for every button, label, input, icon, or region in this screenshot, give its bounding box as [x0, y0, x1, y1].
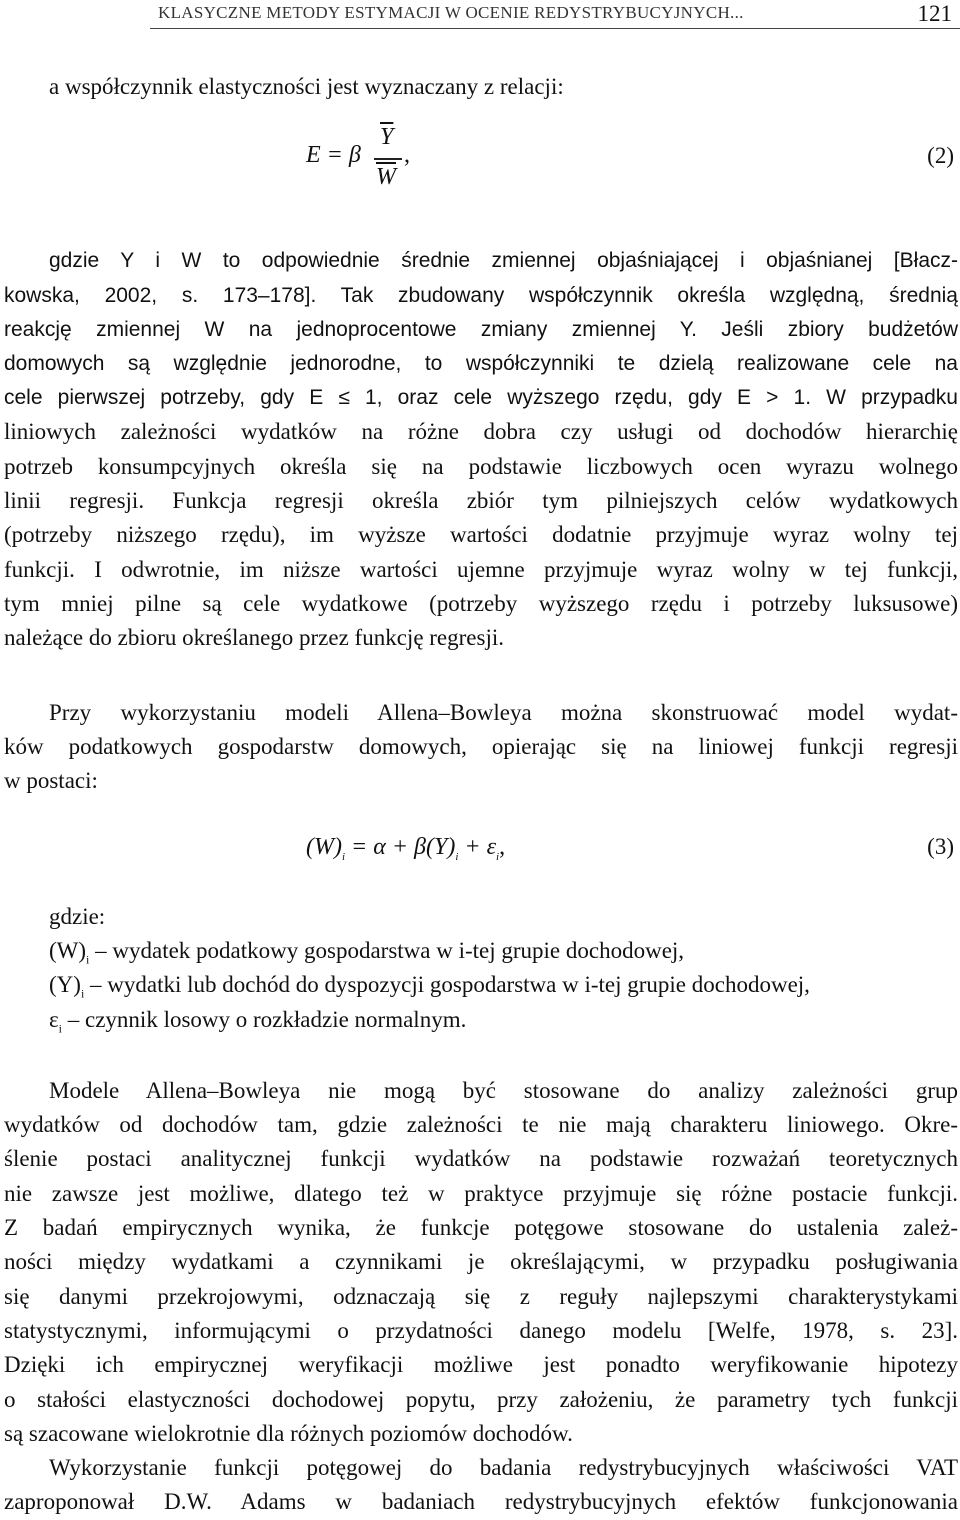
- text-line: ków podatkowych gospodarstw domowych, opierając się na liniowej funkcji regresji: [4, 734, 958, 759]
- eq3-sub: i: [455, 850, 459, 863]
- text-line: cele pierwszej potrzeby, gdy E ≤ 1, oraz cele wyższego rzędu, gdy E > 1. W przypadku: [4, 386, 958, 409]
- text-line: kowska, 2002, s. 173–178]. Tak zbudowany współczynnik określa względną, średnią: [4, 284, 958, 307]
- eq3-number: (3): [927, 834, 954, 859]
- definition-symbol: ε: [49, 1007, 59, 1032]
- where-label: gdzie:: [49, 904, 106, 929]
- text-line: Z badań empirycznych wynika, że funkcje potęgowe stosowane do ustalenia zależ-: [4, 1215, 958, 1240]
- text-line: się danymi przekrojowymi, odznaczają się z reguły najlepszymi charakterystykami: [4, 1284, 958, 1309]
- header-rule: [150, 28, 960, 29]
- intro-line: a współczynnik elastyczności jest wyznaczany z relacji:: [49, 74, 564, 99]
- text-line: tym mniej pilne są cele wydatkowe (potrzeby wyższego rzędu i potrzeby luksusowe): [4, 591, 958, 616]
- text-line: (potrzeby niższego rzędu), im wyższe wartości dodatnie przyjmuje wyraz wolny tej: [4, 522, 958, 547]
- definition-subscript: i: [58, 1021, 63, 1036]
- text-line: potrzeb konsumpcyjnych określa się na podstawie liczbowych ocen wyrazu wolnego: [4, 454, 958, 479]
- text-line: Dzięki ich empirycznej weryfikacji możliwe jest ponadto weryfikowanie hipotezy: [4, 1352, 958, 1377]
- eq3-w: (W): [306, 834, 342, 860]
- text-line: ślenie postaci analitycznej funkcji wydatków na podstawie rozważań teoretycznych: [4, 1146, 958, 1171]
- eq2-fraction-bar: [374, 158, 402, 160]
- definition-text: – wydatek podatkowy gospodarstwa w i-tej grupie dochodowej,: [89, 938, 685, 963]
- text-line: w postaci:: [4, 768, 98, 793]
- running-header: [0, 0, 960, 28]
- definition-text: – wydatki lub dochód do dyspozycji gospodarstwa w i-tej grupie dochodowej,: [84, 972, 810, 997]
- eq2-denominator: $\overline{W}$: [376, 164, 396, 190]
- text-line: ności między wydatkami a czynnikami je określającymi, w przypadku posługiwania: [4, 1249, 958, 1274]
- text-line: nie zawsze jest możliwe, dlatego też w praktyce przyjmuje się różne postacie funkcji.: [4, 1181, 958, 1206]
- eq3-eps: + ε: [458, 834, 497, 860]
- text-line: reakcję zmiennej W na jednoprocentowe zmiany zmiennej Y. Jeśli zbiory budżetów: [4, 318, 958, 341]
- eq3-comma: ,: [499, 834, 506, 860]
- text-line: są szacowane wielokrotnie dla różnych poziomów dochodów.: [4, 1421, 573, 1446]
- definition-symbol: (W): [49, 938, 87, 963]
- text-line: Wykorzystanie funkcji potęgowej do badania redystrybucyjnych właściwości VAT: [49, 1455, 958, 1480]
- definition-subscript: i: [86, 952, 90, 967]
- text-line: Przy wykorzystaniu modeli Allena–Bowleya można skonstruować model wydat-: [49, 700, 958, 725]
- eq2-lhs: E = β: [306, 142, 361, 168]
- running-title: KLASYCZNE METODY ESTYMACJI W OCENIE REDYSTRYBUCYJNYCH...: [158, 3, 744, 22]
- definition-item: [49, 1003, 958, 1046]
- text-line: domowych są względnie jednorodne, to współczynniki te dzielą realizowane cele na: [4, 352, 958, 375]
- text-line: zaproponował D.W. Adams w badaniach redystrybucyjnych efektów funkcjonowania: [4, 1489, 958, 1514]
- eq2-numerator: $\overline{Y}$: [380, 124, 394, 150]
- text-line: wydatków od dochodów tam, gdzie zależności te nie mają charakteru liniowego. Okre-: [4, 1112, 958, 1137]
- text-line: Modele Allena–Bowleya nie mogą być stosowane do analizy zależności grup: [49, 1078, 958, 1103]
- definition-text: – czynnik losowy o rozkładzie normalnym.: [62, 1007, 467, 1032]
- text-line: statystycznymi, informującymi o przydatności danego modelu [Welfe, 1978, s. 23].: [4, 1318, 958, 1343]
- eq2-number: (2): [927, 143, 954, 168]
- eq3-mid: = α + β(Y): [345, 834, 456, 860]
- text-line: należące do zbioru określanego przez funkcję regresji.: [4, 625, 504, 650]
- text-line: liniowych zależności wydatków na różne dobra czy usługi od dochodów hierarchię: [4, 419, 958, 444]
- page-number: 121: [917, 1, 952, 26]
- text-line: linii regresji. Funkcja regresji określa zbiór tym pilniejszych celów wydatkowych: [4, 488, 958, 513]
- eq3-sub: i: [341, 850, 346, 863]
- text-line: gdzie Y i W to odpowiednie średnie zmiennej objaśniającej i objaśnianej [Błacz-: [49, 249, 958, 272]
- text-line: o stałości elastyczności dochodowej popytu, przy założeniu, że parametry tych funkcji: [4, 1387, 958, 1412]
- text-line: funkcji. I odwrotnie, im niższe wartości ujemne przyjmuje wyraz wolny w tej funkcji,: [4, 557, 958, 582]
- definition-symbol: (Y): [49, 972, 81, 997]
- definition-subscript: i: [80, 986, 85, 1001]
- eq3-sub: i: [496, 850, 500, 863]
- eq2-comma: ,: [404, 142, 410, 168]
